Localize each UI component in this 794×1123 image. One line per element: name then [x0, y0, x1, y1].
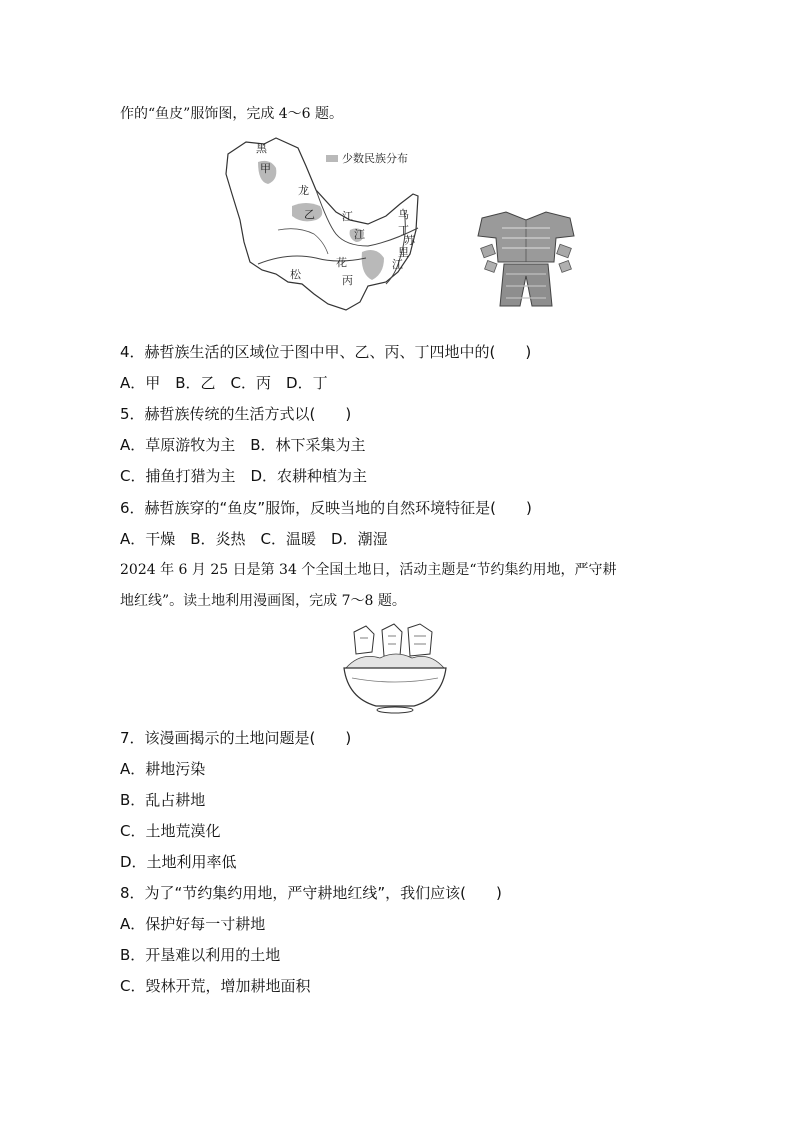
- question-7-option-d: D．土地利用率低: [120, 853, 237, 871]
- land-use-cartoon-figure: [340, 622, 450, 714]
- label-jia: 甲: [260, 162, 271, 175]
- bowl-foot: [377, 707, 413, 713]
- label-ding: 丁: [398, 224, 409, 237]
- bowl-shape: [344, 668, 446, 706]
- minority-area-bing: [362, 250, 384, 280]
- label-su: 苏: [404, 234, 415, 247]
- question-8-option-b: B．开垦难以利用的土地: [120, 946, 281, 964]
- cartoon-svg: [340, 622, 450, 714]
- label-jiang-1: 江: [342, 210, 353, 223]
- building-windows: [360, 636, 426, 644]
- label-bing: 丙: [342, 274, 353, 287]
- river-songhua: [258, 256, 366, 264]
- right-glove: [559, 261, 571, 273]
- question-7-option-c: C．土地荒漠化: [120, 822, 221, 840]
- question-7-option-b: B．乱占耕地: [120, 791, 206, 809]
- label-jiang-2: 江: [354, 228, 365, 241]
- label-wu: 乌: [398, 208, 409, 221]
- building-2: [382, 624, 402, 656]
- label-song: 松: [290, 268, 301, 281]
- building-1: [354, 626, 374, 654]
- question-6-options: A．干燥 B．炎热 C．温暖 D．潮湿: [120, 530, 388, 548]
- question-5-options-2: C．捕鱼打猎为主 D．农耕种植为主: [120, 467, 368, 485]
- question-7-stem: 7．该漫画揭示的土地问题是( ): [120, 729, 352, 747]
- right-shoe: [557, 244, 572, 258]
- question-4-stem: 4．赫哲族生活的区域位于图中甲、乙、丙、丁四地中的( ): [120, 343, 532, 361]
- legend-label: 少数民族分布: [342, 152, 408, 165]
- intro-text-2-line-1: 2024 年 6 月 25 日是第 34 个全国土地日，活动主题是“节约集约用地，严守耕: [120, 562, 617, 578]
- label-li: 里: [398, 246, 409, 259]
- label-jiang-3: 江: [392, 258, 403, 271]
- question-8-option-c: C．毁林开荒，增加耕地面积: [120, 977, 311, 995]
- rice-pile: [346, 654, 444, 668]
- left-glove: [485, 261, 497, 273]
- intro-text-2-line-2: 地红线”。读土地利用漫画图，完成 7～8 题。: [120, 593, 406, 609]
- label-hei: 黑: [256, 142, 267, 155]
- question-8-stem: 8．为了“节约集约用地，严守耕地红线”，我们应该( ): [120, 884, 502, 902]
- intro-text-top: 作的“鱼皮”服饰图，完成 4～6 题。: [120, 106, 344, 122]
- building-3: [408, 624, 432, 656]
- map-svg: [218, 134, 433, 316]
- question-8-option-a: A．保护好每一寸耕地: [120, 915, 266, 933]
- clothing-svg: [472, 210, 580, 310]
- left-shoe: [481, 244, 496, 258]
- label-hua: 花: [336, 256, 347, 269]
- trousers-shape: [500, 264, 552, 306]
- label-long: 龙: [298, 184, 309, 197]
- river-tributary: [278, 229, 328, 254]
- heilongjiang-map-figure: [218, 134, 433, 316]
- label-yi: 乙: [304, 208, 315, 221]
- question-6-stem: 6．赫哲族穿的“鱼皮”服饰，反映当地的自然环境特征是( ): [120, 499, 532, 517]
- question-7-option-a: A．耕地污染: [120, 760, 206, 778]
- fish-skin-clothing-figure: [472, 210, 580, 310]
- question-5-stem: 5．赫哲族传统的生活方式以( ): [120, 405, 352, 423]
- question-4-options: A．甲 B．乙 C．丙 D．丁: [120, 374, 328, 392]
- question-5-options-1: A．草原游牧为主 B．林下采集为主: [120, 436, 366, 454]
- legend-swatch: [326, 155, 338, 162]
